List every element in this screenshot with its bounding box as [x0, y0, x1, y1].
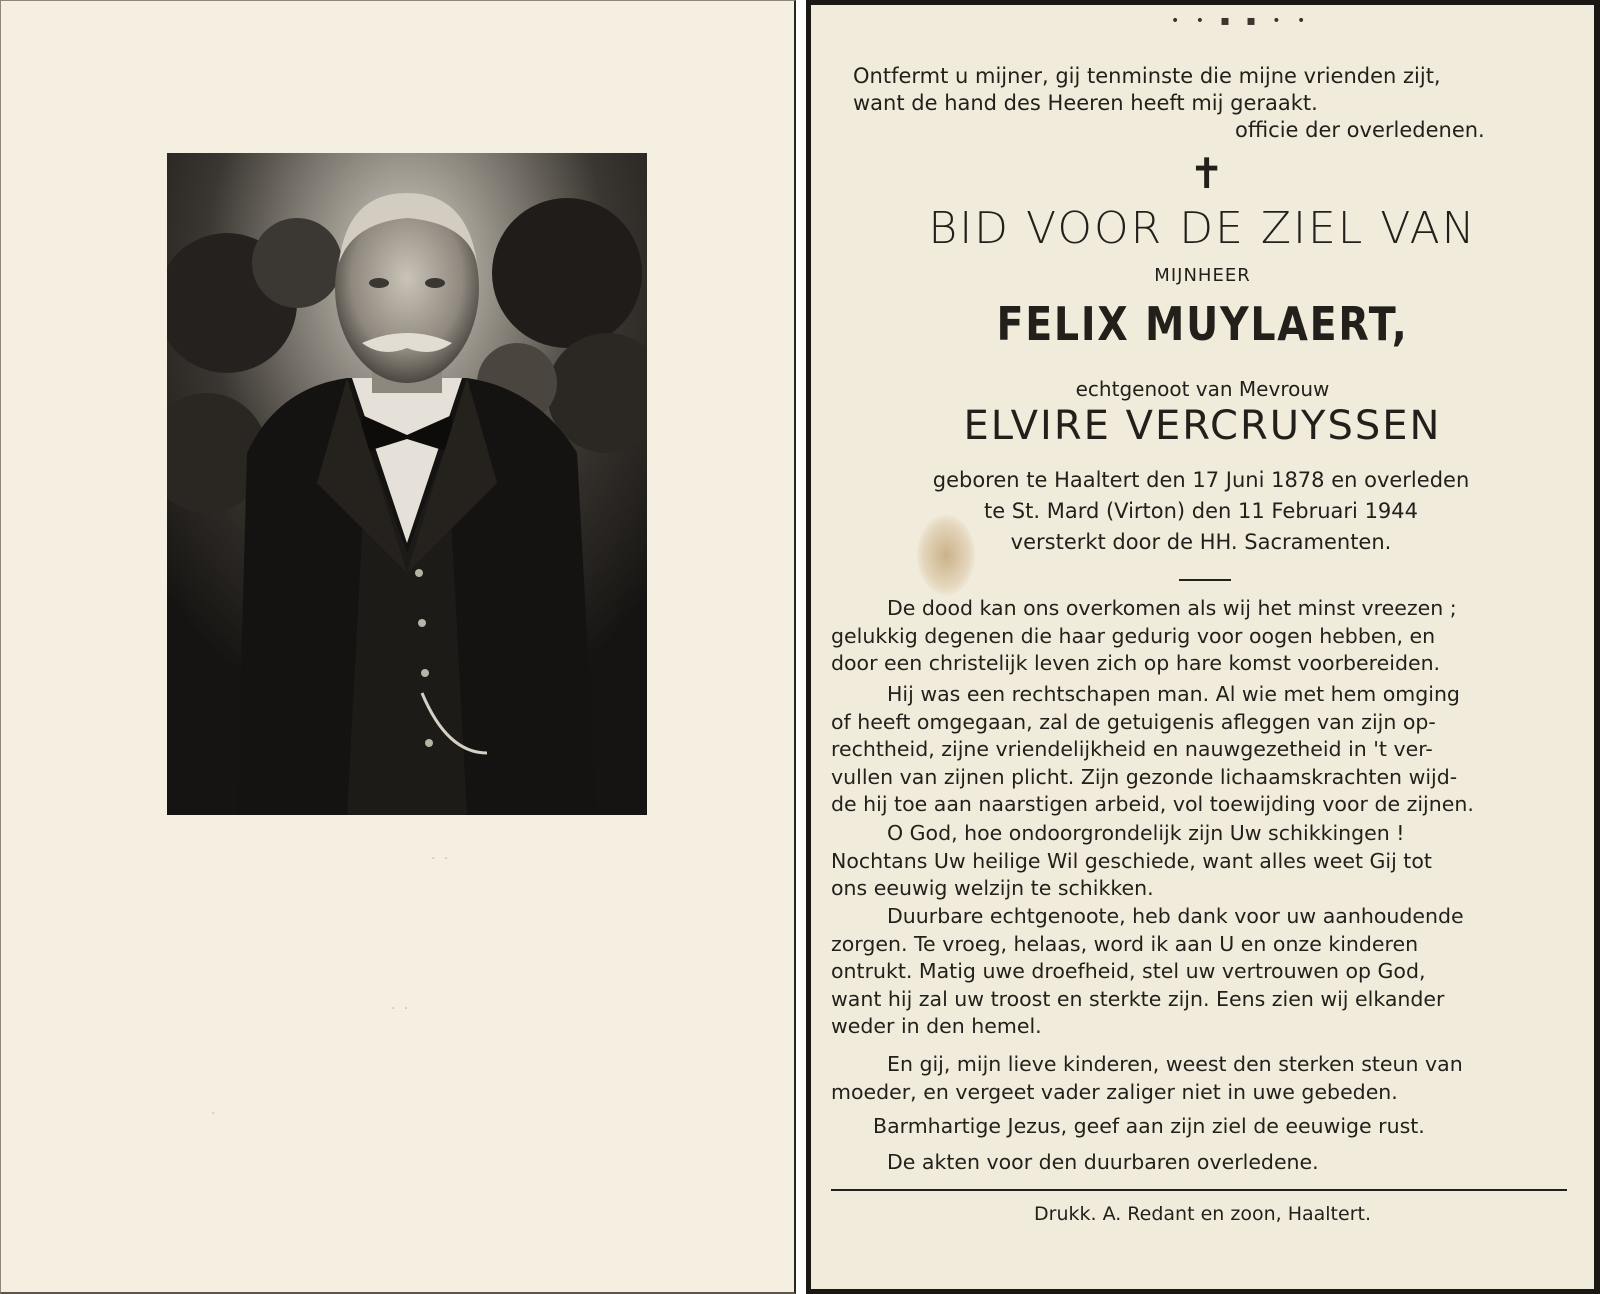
- paragraph-4: [831, 903, 1567, 1041]
- portrait-image: [167, 153, 647, 815]
- paragraph-line: ons eeuwig welzijn te schikken.: [831, 876, 1154, 900]
- paragraph-3: [831, 820, 1567, 903]
- verse-line-2: want de hand des Heeren heeft mij geraakt.: [853, 91, 1318, 115]
- faint-bleedthrough-mark: · ·: [391, 1001, 411, 1017]
- footer-rule: [831, 1189, 1567, 1191]
- prayer-heading: BID VOOR DE ZIEL VAN: [928, 203, 1477, 254]
- paragraph-line: of heeft omgegaan, zal de getuigenis afleggen van zijn op-: [831, 709, 1436, 734]
- paragraph-line: Hij was een rechtschapen man. Al wie met hem omging: [887, 682, 1460, 706]
- cross-icon: ✝: [1189, 149, 1225, 198]
- verse-source: officie der overledenen.: [1235, 118, 1485, 142]
- paragraph-line: zorgen. Te vroeg, helaas, word ik aan U en onze kinderen: [831, 931, 1419, 956]
- paragraph-1: [831, 595, 1567, 678]
- paragraph-line: want hij zal uw troost en sterkte zijn. Eens zien wij elkander: [831, 986, 1445, 1011]
- faint-bleedthrough-mark: ·: [211, 1106, 218, 1122]
- paragraph-line: De akten voor den duurbaren overledene.: [887, 1150, 1319, 1174]
- opening-verse: [853, 63, 1533, 117]
- paragraph-6: [831, 1113, 1567, 1141]
- paragraph-line: O God, hoe ondoorgrondelijk zijn Uw schikkingen !: [887, 821, 1405, 845]
- paragraph-line: gelukkig degenen die haar gedurig voor oogen hebben, en: [831, 623, 1436, 648]
- spouse-name: ELVIRE VERCRUYSSEN: [963, 403, 1442, 449]
- paragraph-line: De dood kan ons overkomen als wij het minst vreezen ;: [887, 596, 1457, 620]
- spouse-intro: echtgenoot van Mevrouw: [1075, 377, 1330, 401]
- card-left-panel: [0, 0, 796, 1294]
- paragraph-7: [831, 1149, 1567, 1177]
- sacraments-line: versterkt door de HH. Sacramenten.: [1010, 530, 1392, 554]
- paragraph-line: rechtheid, zijne vriendelijkheid en nauwgezetheid in 't ver-: [831, 737, 1433, 761]
- paragraph-line: door een christelijk leven zich op hare komst voorbereiden.: [831, 651, 1441, 675]
- paragraph-line: Nochtans Uw heilige Wil geschiede, want alles weet Gij tot: [831, 848, 1432, 873]
- faint-bleedthrough-mark: · ·: [431, 851, 451, 867]
- stain-mark: [917, 515, 975, 595]
- paragraph-line: de hij toe aan naarstigen arbeid, vol toewijding voor de zijnen.: [831, 792, 1474, 816]
- portrait-photo: [167, 153, 647, 815]
- edge-damage: • • ▪ ▪ • •: [1171, 13, 1312, 29]
- deceased-name: FELIX MUYLAERT,: [996, 297, 1409, 351]
- printer-credit: Drukk. A. Redant en zoon, Haaltert.: [1034, 1203, 1371, 1225]
- paragraph-5: [831, 1051, 1567, 1106]
- paragraph-2: [831, 681, 1567, 819]
- paragraph-line: moeder, en vergeet vader zaliger niet in uwe gebeden.: [831, 1079, 1398, 1104]
- paragraph-line: weder in den hemel.: [831, 1014, 1042, 1038]
- paragraph-line: En gij, mijn lieve kinderen, weest den sterken steun van: [887, 1052, 1463, 1076]
- birth-death-line-1: geboren te Haaltert den 17 Juni 1878 en overleden: [932, 468, 1470, 492]
- paragraph-line: ontrukt. Matig uwe droefheid, stel uw vertrouwen op God,: [831, 959, 1426, 983]
- paragraph-line: vullen van zijnen plicht. Zijn gezonde lichaamskrachten wijd-: [831, 764, 1458, 789]
- honorific: MIJNHEER: [1154, 265, 1251, 286]
- paragraph-line: Barmhartige Jezus, geef aan zijn ziel de eeuwige rust.: [873, 1114, 1425, 1138]
- paragraph-line: Duurbare echtgenoote, heb dank voor uw aanhoudende: [887, 904, 1464, 928]
- separator-dash: [1179, 579, 1231, 583]
- card-right-panel: [806, 0, 1600, 1294]
- verse-line-1: Ontfermt u mijner, gij tenminste die mijne vrienden zijt,: [853, 64, 1441, 88]
- birth-death-line-2: te St. Mard (Virton) den 11 Februari 1944: [983, 499, 1419, 523]
